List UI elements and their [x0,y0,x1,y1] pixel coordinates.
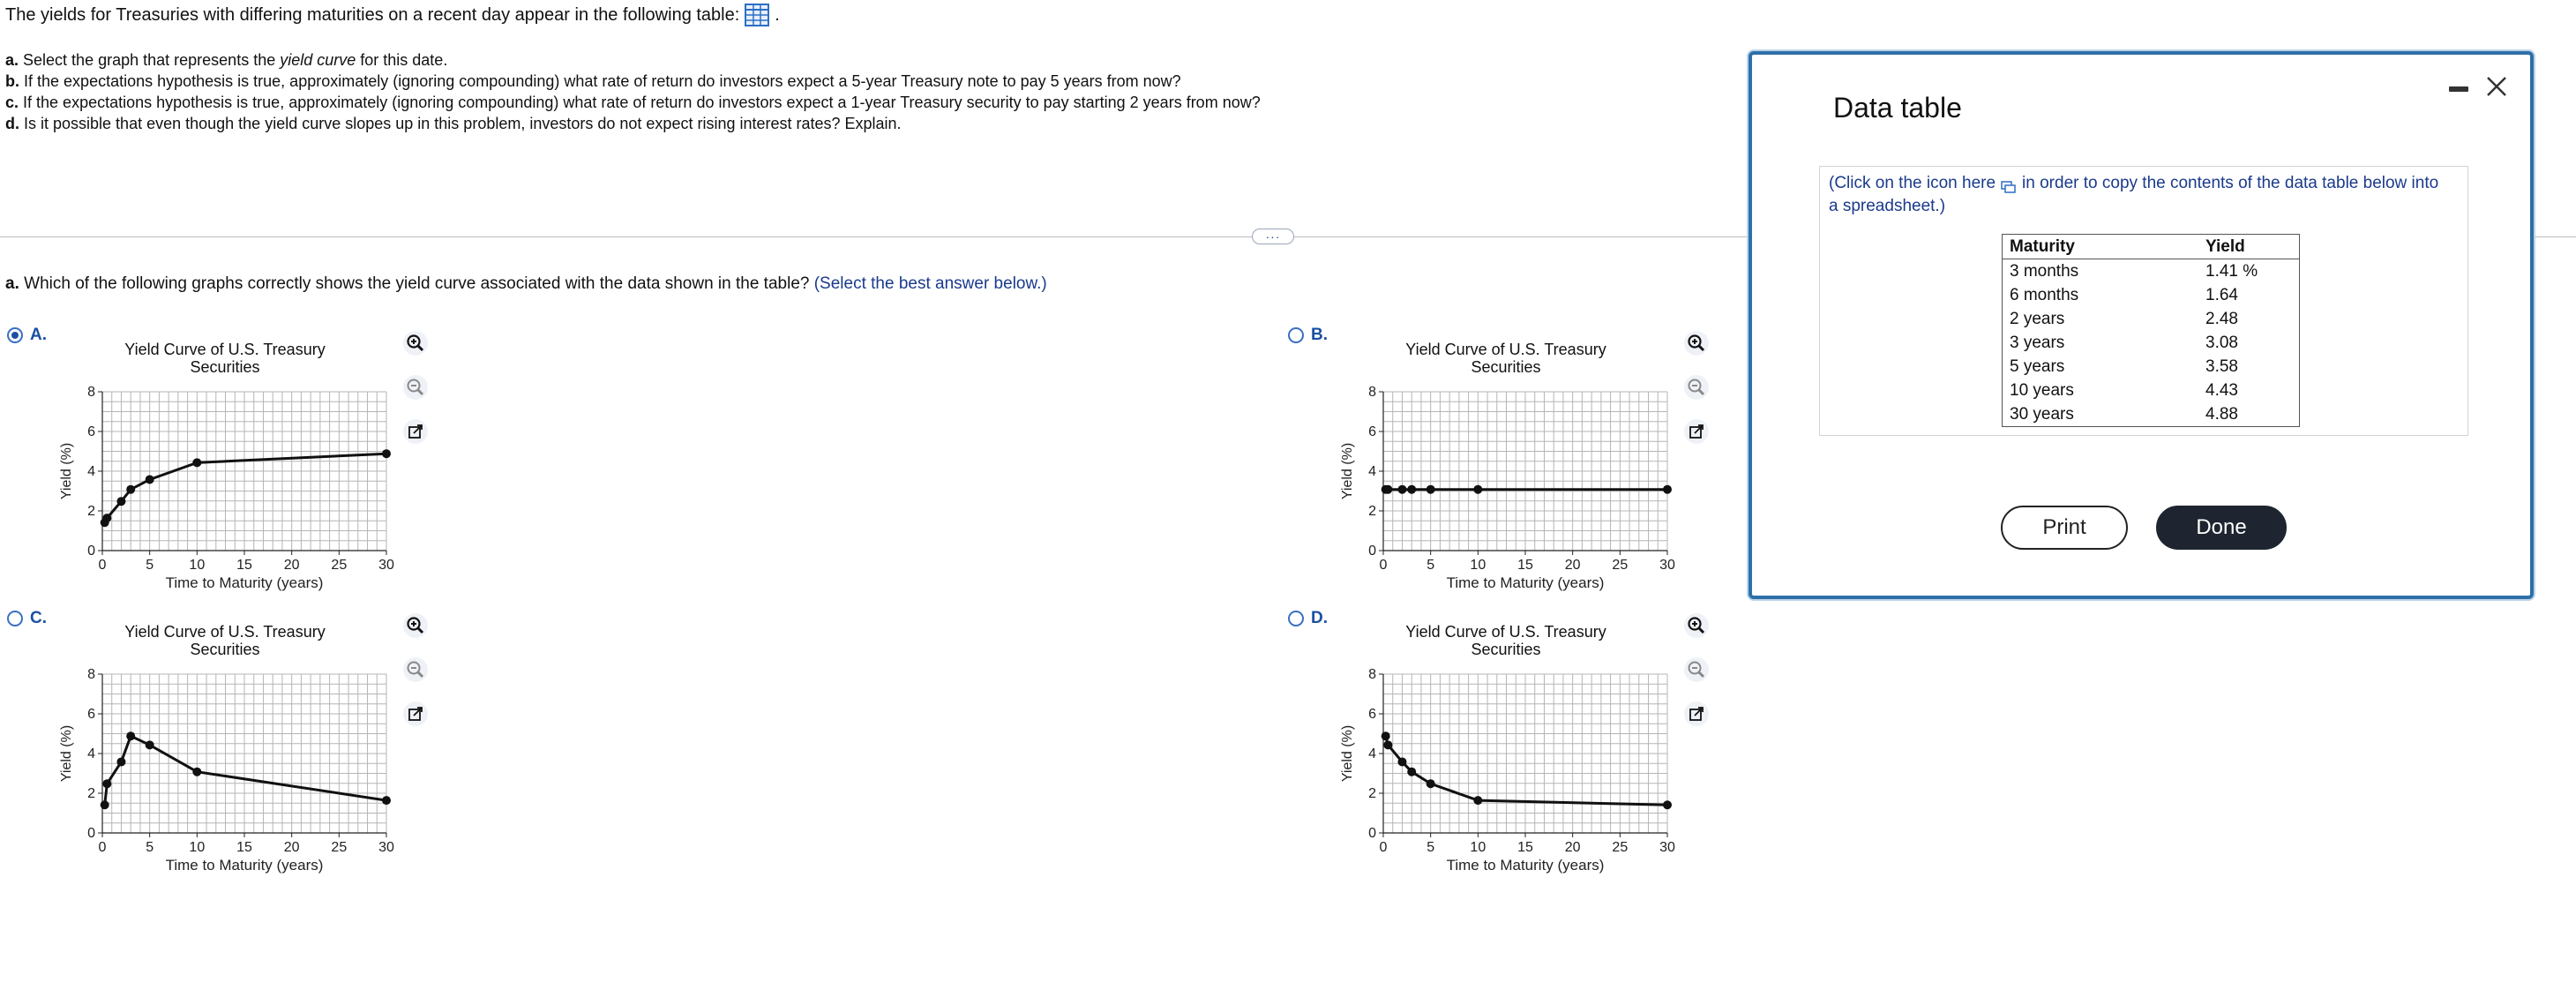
y-tick-label: 4 [1368,464,1376,479]
x-tick-label: 15 [1517,840,1533,855]
y-tick-label: 6 [1368,424,1376,439]
y-tick-label: 0 [1368,826,1376,841]
chart-title: Yield Curve of U.S. Treasury [124,623,326,641]
chart-title: Securities [1471,358,1541,376]
option-a-radio[interactable] [7,327,23,343]
question-label: a. [5,274,19,293]
y-tick-label: 6 [87,707,95,722]
data-point [1663,800,1672,809]
zoom-in-icon[interactable] [1683,330,1710,356]
option-c-radio[interactable] [7,611,23,626]
zoom-in-icon[interactable] [402,330,429,356]
data-point [1383,485,1392,494]
data-point [146,740,154,749]
table-row [2003,402,2300,427]
data-point [1383,740,1392,749]
cell-maturity: 5 years [2010,356,2065,376]
cell-yield: 4.43 [2205,380,2238,400]
question-parts [5,49,1261,134]
y-tick-label: 8 [87,385,95,400]
data-point [146,475,154,484]
minimize-icon[interactable] [2449,86,2468,92]
x-tick-label: 5 [146,558,154,573]
chart-d-svg [1334,618,1687,882]
table-row [2003,307,2300,331]
table-row [2003,355,2300,379]
open-external-icon[interactable] [1683,418,1710,445]
data-point [1473,485,1482,494]
chart-title: Yield Curve of U.S. Treasury [124,341,326,358]
y-tick-label: 2 [87,504,95,519]
data-point [382,796,391,805]
cell-maturity: 2 years [2010,309,2065,328]
y-axis-label: Yield (%) [59,724,74,783]
question-hint: (Select the best answer below.) [813,274,1047,293]
data-point [192,768,201,776]
chart-c-svg [53,618,406,882]
option-b-radio[interactable] [1288,327,1304,343]
y-axis-label: Yield (%) [1340,442,1355,500]
x-tick-label: 30 [378,840,394,855]
series-line [1386,736,1667,805]
yield-data-table [2002,234,2300,427]
table-row [2003,331,2300,355]
option-c[interactable] [7,609,47,628]
data-point [1663,485,1672,494]
option-b[interactable] [1288,326,1328,345]
x-tick-label: 0 [98,840,107,855]
x-tick-label: 5 [1427,558,1435,573]
y-tick-label: 6 [87,424,95,439]
table-row [2003,283,2300,307]
data-point [116,497,125,506]
copy-text-before: (Click on the icon here [1829,174,1996,192]
data-table-modal [1749,51,2534,599]
data-point [126,731,135,740]
option-a-label: A. [30,326,47,344]
x-tick-label: 15 [236,840,252,855]
x-tick-label: 30 [378,558,394,573]
data-point [102,779,111,788]
part-b: b. If the expectations hypothesis is true, approximately (ignoring compounding) what rate of return do investors expect a 5-year Treasury note to pay 5 years from now? [5,72,1181,90]
data-point [192,458,201,467]
done-button[interactable]: Done [2156,506,2287,550]
intro-suffix: . [775,4,780,25]
x-tick-label: 25 [1612,840,1629,855]
cell-maturity: 10 years [2010,380,2074,400]
chart-b-svg [1334,335,1687,600]
x-tick-label: 30 [1659,558,1675,573]
x-axis-label: Time to Maturity (years) [1446,574,1605,591]
table-header-row [2003,235,2300,259]
data-point [126,485,135,494]
cell-maturity: 3 months [2010,261,2079,281]
data-point [101,800,109,809]
x-tick-label: 10 [189,840,206,855]
chart-d [1334,618,1687,887]
data-point [1427,485,1435,494]
y-axis-label: Yield (%) [1340,724,1355,783]
option-d-label: D. [1311,609,1328,627]
x-tick-label: 20 [1564,840,1581,855]
chart-title: Yield Curve of U.S. Treasury [1405,341,1606,358]
option-d-radio[interactable] [1288,611,1304,626]
data-point [116,757,125,766]
data-point [1397,757,1406,766]
part-d: d. Is it possible that even though the yield curve slopes up in this problem, investors do not expect rising interest rates? Explain. [5,115,902,132]
y-tick-label: 0 [1368,544,1376,559]
header-yield: Yield [2198,235,2300,259]
question-a [5,274,1047,294]
cell-maturity: 6 months [2010,285,2079,304]
option-a[interactable] [7,326,47,345]
x-tick-label: 10 [189,558,206,573]
y-tick-label: 6 [1368,707,1376,722]
y-tick-label: 8 [1368,667,1376,682]
y-tick-label: 0 [87,826,95,841]
copy-text-after: in order to copy the contents of the data table below into a spreadsheet.) [1829,174,2439,215]
cell-maturity: 3 years [2010,333,2065,352]
x-tick-label: 15 [236,558,252,573]
x-axis-label: Time to Maturity (years) [165,574,324,591]
modal-title: Data table [1833,92,1962,124]
data-point [1382,731,1390,740]
open-external-icon[interactable] [1683,701,1710,727]
chart-title: Securities [1471,641,1541,658]
cell-yield: 2.48 [2205,309,2238,328]
zoom-out-icon[interactable] [1683,656,1710,683]
question-text: Which of the following graphs correctly shows the yield curve associated with the data shown in the table? [24,274,810,293]
zoom-in-icon[interactable] [1683,612,1710,639]
y-tick-label: 0 [87,544,95,559]
open-external-icon[interactable] [402,701,429,727]
x-tick-label: 5 [146,840,154,855]
x-axis-label: Time to Maturity (years) [1446,857,1605,874]
close-icon[interactable] [2481,71,2512,102]
x-tick-label: 20 [1564,558,1581,573]
zoom-out-icon[interactable] [1683,374,1710,401]
x-tick-label: 0 [1379,840,1388,855]
cell-maturity: 30 years [2010,404,2074,424]
data-point [1407,768,1416,776]
x-tick-label: 5 [1427,840,1435,855]
y-tick-label: 8 [87,667,95,682]
cell-yield: 4.88 [2205,404,2238,424]
cell-yield: 1.41 % [2205,261,2258,281]
x-tick-label: 15 [1517,558,1533,573]
chart-a [53,335,406,604]
y-tick-label: 2 [1368,786,1376,801]
open-external-icon[interactable] [402,418,429,445]
cell-yield: 1.64 [2205,285,2238,304]
data-table-panel [1819,166,2468,436]
option-c-label: C. [30,609,47,627]
option-b-label: B. [1311,326,1328,344]
divider-handle[interactable]: ··· [1252,229,1294,244]
option-d[interactable] [1288,609,1328,628]
x-tick-label: 20 [283,840,300,855]
x-tick-label: 0 [98,558,107,573]
chart-title: Yield Curve of U.S. Treasury [1405,623,1606,641]
y-tick-label: 2 [87,786,95,801]
x-tick-label: 25 [331,840,348,855]
y-axis-label: Yield (%) [59,442,74,500]
y-tick-label: 2 [1368,504,1376,519]
cell-yield: 3.58 [2205,356,2238,376]
x-tick-label: 25 [331,558,348,573]
zoom-out-icon[interactable] [402,374,429,401]
data-point [1407,485,1416,494]
y-tick-label: 4 [87,746,95,761]
copy-icon[interactable] [2001,177,2017,190]
part-c: c. If the expectations hypothesis is true, approximately (ignoring compounding) what rate of return do investors expect a 1-year Treasury security to pay starting 2 years from now? [5,94,1261,111]
x-tick-label: 30 [1659,840,1675,855]
data-point [382,449,391,458]
data-point [1473,796,1482,805]
header-maturity: Maturity [2003,235,2199,259]
y-tick-label: 4 [1368,746,1376,761]
chart-title: Securities [190,358,260,376]
table-row [2003,259,2300,284]
table-row [2003,379,2300,402]
x-tick-label: 10 [1470,840,1486,855]
x-tick-label: 20 [283,558,300,573]
x-tick-label: 10 [1470,558,1486,573]
cell-yield: 3.08 [2205,333,2238,352]
zoom-out-icon[interactable] [402,656,429,683]
data-table-icon[interactable] [745,4,769,26]
copy-instructions [1829,172,2446,218]
data-point [102,514,111,522]
data-point [1397,485,1406,494]
data-point [1427,779,1435,788]
part-a: a. Select the graph that represents the yield curve for this date. [5,51,448,69]
x-tick-label: 0 [1379,558,1388,573]
print-button[interactable]: Print [2001,506,2128,550]
chart-c [53,618,406,887]
y-tick-label: 4 [87,464,95,479]
chart-b [1334,335,1687,604]
intro-text: The yields for Treasuries with differing maturities on a recent day appear in the following table: [5,4,740,25]
intro-line [5,4,780,26]
x-tick-label: 25 [1612,558,1629,573]
x-axis-label: Time to Maturity (years) [165,857,324,874]
zoom-in-icon[interactable] [402,612,429,639]
series-line [105,454,386,522]
chart-a-svg [53,335,406,600]
chart-title: Securities [190,641,260,658]
y-tick-label: 8 [1368,385,1376,400]
